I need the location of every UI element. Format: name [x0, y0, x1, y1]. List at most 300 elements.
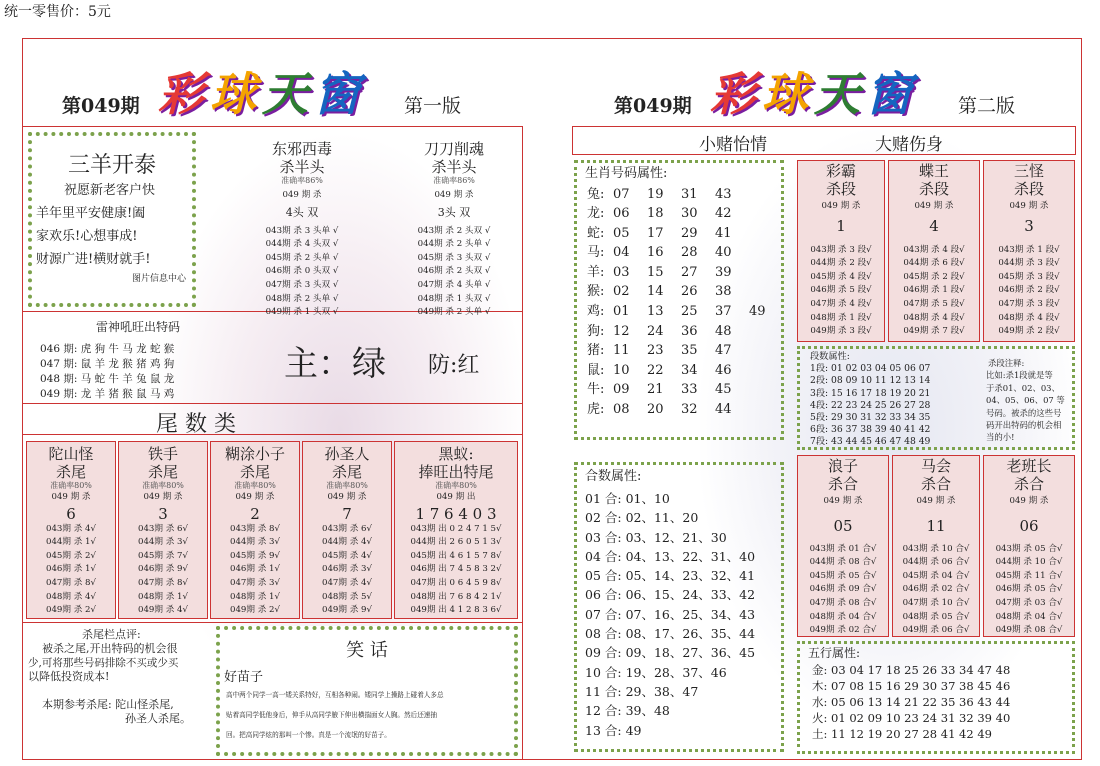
zodiac-row [587, 282, 781, 302]
tail-panel-2 [118, 445, 208, 618]
zodiac-name: 狗: [587, 323, 605, 339]
current-issue: 049 期 杀 [1009, 496, 1049, 506]
zodiac-number: 44 [715, 402, 732, 418]
thunder-title: 雷神吼旺出特码 [96, 320, 181, 334]
combo-row: 04 合: 04、13、22、31、40 [585, 548, 756, 564]
zodiac-number: 02 [613, 284, 630, 300]
zodiac-name: 龙: [587, 206, 605, 222]
record-row: 044期 杀 6 段√ [903, 258, 965, 269]
element-row: 水: 05 06 13 14 21 22 35 36 43 44 [812, 695, 1011, 709]
panel-title: 陀山怪 [48, 445, 94, 463]
record-row: 043期 杀 2 头双 √ [417, 225, 491, 236]
record-row: 048期 杀 04 合√ [995, 611, 1063, 622]
record-row: 049期 杀 2√ [230, 605, 280, 616]
combo-row: 03 合: 03、12、21、30 [585, 529, 727, 545]
zodiac-name: 鼠: [587, 362, 605, 378]
zodiac-number: 47 [715, 343, 732, 359]
combo-row: 05 合: 05、14、23、32、41 [585, 568, 756, 584]
record-row: 049期 杀 2 段√ [998, 326, 1060, 337]
panel-subtitle: 杀合 [827, 475, 858, 493]
pick: 4头 双 [285, 205, 319, 219]
segments-box [797, 346, 1075, 450]
current-issue: 049 期 出 [436, 492, 476, 502]
record-row: 044期 杀 2 段√ [810, 258, 872, 269]
zodiac-row [587, 361, 781, 381]
record-row: 046期 杀 3√ [322, 564, 372, 575]
comment-line: 少,可将那些号码排除不买或少买 [28, 657, 179, 669]
record-row: 045期 杀 3 段√ [998, 271, 1060, 282]
record-row: 044期 杀 1√ [46, 537, 96, 548]
zodiac-number: 32 [681, 402, 698, 418]
joke-subtitle: 好苗子 [224, 670, 264, 685]
right-issue-number: 第049期 [614, 95, 692, 117]
zodiac-row [587, 380, 781, 400]
pick: 1 7 6 4 0 3 [415, 504, 497, 523]
record-row: 046期 杀 2 段√ [998, 285, 1060, 296]
record-row: 047期 杀 03 合√ [995, 597, 1063, 608]
segment-row: 3段: 15 16 17 18 19 20 21 [810, 387, 931, 399]
seg-panel-1 [797, 162, 885, 339]
zodiac-name: 马: [587, 245, 605, 261]
record-row: 045期 杀 2√ [46, 550, 96, 561]
record-row: 049期 杀 2 头单 √ [417, 307, 491, 318]
joke-title: 笑 话 [346, 640, 388, 661]
banner-right: 大赌伤身 [875, 135, 943, 155]
segment-row: 1段: 01 02 03 04 05 06 07 [810, 363, 931, 375]
record-row: 043期 杀 6√ [322, 523, 372, 534]
right-banner [572, 126, 1076, 155]
accuracy: 准确率86% [433, 176, 475, 185]
record-row: 043期 杀 01 合√ [809, 543, 877, 554]
zodiac-number: 03 [613, 264, 630, 280]
zodiac-number: 10 [613, 362, 630, 378]
segment-row: 7段: 43 44 45 46 47 48 49 [810, 436, 931, 448]
zodiac-row [587, 322, 781, 342]
combo-row: 08 合: 08、17、26、35、44 [585, 626, 756, 642]
zodiac-number: 39 [715, 264, 732, 280]
combo-panel-3 [983, 457, 1075, 638]
zodiac-number: 16 [647, 245, 664, 261]
zodiac-number: 13 [647, 304, 664, 320]
tail-panel-4 [302, 445, 392, 618]
zodiac-number: 28 [681, 245, 698, 261]
accuracy: 准确率86% [281, 176, 323, 185]
record-row: 049期 杀 02 合√ [809, 625, 877, 636]
zodiac-number: 11 [613, 343, 630, 359]
panel-subtitle: 杀段 [918, 180, 949, 198]
zodiac-number: 34 [681, 362, 698, 378]
segments-note-line: 于杀01、02、03、 [986, 382, 1060, 393]
record-row: 049期 杀 4√ [138, 605, 188, 616]
zodiac-number: 05 [613, 225, 630, 241]
logo-char: 彩 [158, 67, 210, 121]
comment-line: 被杀之尾,开出特码的机会很 [42, 642, 178, 655]
record-row: 047期 杀 4√ [322, 577, 372, 588]
zodiac-number: 49 [749, 304, 766, 320]
record-row: 047期 杀 5 段√ [903, 298, 965, 309]
pick: 1 [836, 216, 846, 235]
panel-title: 黑蚁: [438, 445, 474, 463]
record-row: 043期 杀 3 头单 √ [265, 225, 339, 236]
current-issue: 049 期 杀 [914, 201, 954, 211]
right-logo [710, 58, 918, 124]
record-row: 045期 出 4 6 1 5 7 8√ [410, 550, 502, 561]
logo-char: 天 [262, 67, 314, 121]
record-row: 046期 杀 1√ [46, 564, 96, 575]
comment-title: 杀尾栏点评: [82, 628, 141, 641]
pick: 3 [158, 504, 168, 523]
record-row: 049期 杀 08 合√ [995, 625, 1063, 636]
record-row: 044期 杀 2 头单 √ [417, 239, 491, 250]
zodiac-number: 20 [647, 402, 664, 418]
logo-char: 球 [762, 67, 814, 121]
joke-line: 贴着高同学低他身后，伸手从高同学腋下伸出横揣面女人胸。然后还速抽 [226, 711, 437, 719]
zodiac-number: 40 [715, 245, 732, 261]
combo-row: 07 合: 07、16、25、34、43 [585, 606, 756, 622]
current-issue: 049 期 杀 [282, 190, 322, 200]
segment-row: 5段: 29 30 31 32 33 34 35 [810, 412, 931, 424]
record-row: 047期 杀 8√ [138, 577, 188, 588]
panel-subtitle: 杀段 [1013, 180, 1044, 198]
record-row: 044期 杀 3 段√ [998, 258, 1060, 269]
zodiac-number: 06 [613, 206, 630, 222]
record-row: 048期 杀 05 合√ [902, 611, 970, 622]
panel-title: 浪子 [827, 457, 858, 475]
record-row: 044期 杀 4 头双 √ [265, 239, 339, 250]
record-row: 048期 杀 04 合√ [809, 611, 877, 622]
retail-price: 统一零售价：5元 [4, 4, 111, 20]
combo-row: 09 合: 09、18、27、36、45 [585, 645, 756, 661]
accuracy: 准确率80% [234, 481, 276, 490]
record-row: 043期 杀 10 合√ [902, 543, 970, 554]
record-row: 048期 出 7 6 8 4 2 1√ [410, 591, 502, 602]
zodiac-number: 25 [681, 304, 698, 320]
record-row: 049期 杀 1 头双 √ [265, 307, 339, 318]
record-row: 045期 杀 9√ [230, 550, 280, 561]
zodiac-number: 01 [613, 304, 630, 320]
zodiac-number: 15 [647, 264, 664, 280]
zodiac-row [587, 302, 781, 322]
record-row: 048期 杀 5√ [322, 591, 372, 602]
thunder-row: 047 期: 鼠 羊 龙 猴 猪 鸡 狗 [40, 358, 175, 370]
segment-row: 6段: 36 37 38 39 40 41 42 [810, 424, 931, 436]
pick: 3 [1024, 216, 1034, 235]
panel-title: 刀刀削魂 [423, 140, 484, 158]
record-row: 046期 杀 0 头双 √ [265, 266, 339, 277]
record-row: 047期 杀 3 头双 √ [265, 279, 339, 290]
zodiac-row [587, 263, 781, 283]
zodiac-name: 兔: [587, 186, 605, 202]
panel-subtitle: 杀合 [920, 475, 951, 493]
pick: 7 [342, 504, 352, 523]
zodiac-number: 07 [613, 186, 630, 202]
record-row: 047期 出 0 6 4 5 9 8√ [410, 577, 502, 588]
zodiac-number: 41 [715, 225, 732, 241]
elements-title: 五行属性: [808, 646, 861, 660]
zodiac-number: 19 [647, 186, 664, 202]
panel-subtitle: 杀尾 [147, 463, 178, 481]
panel-subtitle: 杀尾 [55, 463, 86, 481]
element-row: 火: 01 02 09 10 23 24 31 32 39 40 [812, 711, 1011, 725]
left-logo [158, 58, 366, 124]
comment-reference: 本期参考杀尾: 陀山怪杀尾, [42, 698, 174, 711]
record-row: 047期 杀 8√ [46, 577, 96, 588]
zodiac-number: 26 [681, 284, 698, 300]
main-color: 主：绿 [284, 344, 386, 384]
record-row: 045期 杀 3 头双 √ [417, 252, 491, 263]
pick: 11 [926, 516, 946, 535]
zodiac-title: 生肖号码属性: [585, 166, 668, 181]
comment-line: 以降低投资成本! [28, 670, 110, 683]
accuracy: 准确率80% [326, 481, 368, 490]
accuracy: 准确率80% [142, 481, 184, 490]
zodiac-number: 22 [647, 362, 664, 378]
zodiac-number: 17 [647, 225, 664, 241]
pick: 6 [66, 504, 76, 523]
combo-panel-2 [892, 457, 980, 638]
pick: 4 [929, 216, 939, 235]
record-row: 043期 杀 05 合√ [995, 543, 1063, 554]
zodiac-number: 43 [715, 186, 732, 202]
combo-row: 01 合: 01、10 [585, 491, 670, 506]
current-issue: 049 期 杀 [823, 496, 863, 506]
record-row: 045期 杀 4√ [322, 550, 372, 561]
current-issue: 049 期 杀 [327, 492, 367, 502]
segments-note-line: 比如:杀1段就是等 [986, 370, 1053, 381]
combo-row: 13 合: 49 [585, 722, 642, 738]
zodiac-number: 37 [715, 304, 732, 320]
zodiac-number: 04 [613, 245, 630, 261]
record-row: 046期 杀 1√ [230, 564, 280, 575]
record-row: 043期 杀 4√ [46, 523, 96, 534]
logo-char: 天 [814, 67, 866, 121]
segments-note-line: 号码。被杀的这些号 [986, 407, 1062, 418]
record-row: 048期 杀 1√ [138, 591, 188, 602]
zodiac-number: 36 [681, 323, 698, 339]
record-row: 046期 杀 2 头双 √ [417, 266, 491, 277]
tail-panel-1 [26, 445, 116, 618]
zodiac-row [587, 204, 781, 224]
pick: 06 [1019, 516, 1039, 535]
zodiac-number: 27 [681, 264, 698, 280]
panel-title: 彩霸 [825, 162, 856, 180]
combo-box [574, 462, 784, 752]
zodiac-name: 牛: [587, 382, 605, 398]
panel-subtitle: 杀段 [825, 180, 856, 198]
record-row: 044期 杀 08 合√ [809, 557, 877, 568]
comment-box [28, 628, 210, 756]
segments-note-title: 杀段注释: [988, 358, 1025, 368]
thunder-row: 048 期: 马 蛇 牛 羊 兔 鼠 龙 [40, 373, 175, 385]
element-row: 金: 03 04 17 18 25 26 33 34 47 48 [812, 663, 1011, 677]
current-issue: 049 期 杀 [434, 190, 474, 200]
current-issue: 049 期 杀 [235, 492, 275, 502]
comment-reference-2: 孙圣人杀尾。 [125, 712, 191, 725]
record-row: 044期 杀 3√ [138, 537, 188, 548]
tail-panel-3 [210, 445, 300, 618]
record-row: 045期 杀 11 合√ [995, 570, 1063, 581]
record-row: 046期 杀 9√ [138, 564, 188, 575]
record-row: 045期 杀 04 合√ [902, 570, 970, 581]
zodiac-name: 蛇: [587, 225, 605, 241]
panel-title: 孙圣人 [324, 445, 370, 463]
panel-title: 老班长 [1006, 457, 1052, 475]
panel-title: 蝶王 [918, 162, 949, 180]
record-row: 047期 杀 4 头单 √ [417, 279, 491, 290]
record-row: 047期 杀 08 合√ [809, 597, 877, 608]
pick: 3头 双 [437, 205, 471, 219]
zodiac-number: 12 [613, 323, 630, 339]
panel-subtitle: 捧旺出特尾 [418, 463, 494, 481]
logo-char: 窗 [314, 67, 366, 121]
record-row: 049期 杀 2√ [46, 605, 96, 616]
zodiac-name: 猴: [587, 284, 605, 300]
element-row: 土: 11 12 19 20 27 28 41 42 49 [812, 727, 992, 741]
record-row: 045期 杀 4 段√ [810, 271, 872, 282]
joke-line: 回。把高同学炫的那叫一个惨。真是一个流氓的好苗子。 [226, 731, 391, 739]
seg-panel-3 [983, 162, 1075, 339]
greeting-source: 图片信息中心 [131, 274, 186, 284]
element-row: 木: 07 08 15 16 29 30 37 38 45 46 [812, 679, 1011, 693]
right-edition: 第二版 [958, 95, 1016, 117]
zodiac-number: 29 [681, 225, 698, 241]
zodiac-number: 38 [715, 284, 732, 300]
panel-subtitle: 杀半头 [431, 158, 477, 176]
current-issue: 049 期 杀 [916, 496, 956, 506]
zodiac-number: 21 [647, 382, 664, 398]
record-row: 043期 杀 6√ [138, 523, 188, 534]
thunder-row: 049 期: 龙 羊 猪 猴 鼠 马 鸡 [40, 388, 175, 400]
combo-row: 12 合: 39、48 [585, 703, 670, 719]
combo-row: 10 合: 19、28、37、46 [585, 664, 727, 680]
panel-title: 糊涂小子 [224, 445, 285, 463]
panel-title: 三怪 [1013, 162, 1044, 180]
record-row: 043期 杀 1 段√ [998, 244, 1060, 255]
record-row: 047期 杀 10 合√ [902, 597, 970, 608]
record-row: 048期 杀 1 段√ [810, 312, 872, 323]
record-row: 047期 杀 4 段√ [810, 298, 872, 309]
record-row: 046期 杀 05 合√ [995, 584, 1063, 595]
segments-note-line: 当的小! [986, 432, 1015, 443]
record-row: 048期 杀 4 段√ [998, 312, 1060, 323]
record-row: 044期 杀 06 合√ [902, 557, 970, 568]
zodiac-row [587, 341, 781, 361]
pick: 2 [250, 504, 260, 523]
segments-note-line: 04、05、06、07 等 [986, 395, 1065, 406]
zodiac-box [574, 160, 784, 440]
record-row: 046期 杀 5 段√ [810, 285, 872, 296]
record-row: 048期 杀 2 头单 √ [265, 293, 339, 304]
record-row: 048期 杀 4√ [46, 591, 96, 602]
zodiac-number: 30 [681, 206, 698, 222]
panel-subtitle: 杀尾 [331, 463, 362, 481]
greeting-line: 财源广进!横财就手! [36, 252, 151, 267]
record-row: 048期 杀 4 段√ [903, 312, 965, 323]
segments-note-line: 码开出特码的机会相 [986, 420, 1062, 431]
record-row: 046期 杀 09 合√ [809, 584, 877, 595]
current-issue: 049 期 杀 [821, 201, 861, 211]
zodiac-number: 18 [647, 206, 664, 222]
segment-row: 2段: 08 09 10 11 12 13 14 [810, 375, 931, 387]
zodiac-number: 48 [715, 323, 732, 339]
thunder-row: 046 期: 虎 狗 牛 马 龙 蛇 猴 [40, 343, 175, 355]
greeting-line: 祝愿新老客户快 [64, 183, 156, 198]
record-row: 043期 杀 4 段√ [903, 244, 965, 255]
guard-color: 防:红 [428, 353, 480, 378]
zodiac-name: 猪: [587, 343, 605, 359]
zodiac-number: 45 [715, 382, 732, 398]
thunder-table [40, 342, 174, 402]
record-row: 044期 杀 3√ [230, 537, 280, 548]
zodiac-number: 46 [715, 362, 732, 378]
combo-panel-1 [797, 457, 889, 638]
panel-subtitle: 杀合 [1013, 475, 1044, 493]
zodiac-number: 14 [647, 284, 664, 300]
pick: 05 [833, 516, 853, 535]
zodiac-number: 24 [647, 323, 664, 339]
zodiac-number: 35 [681, 343, 698, 359]
zodiac-row [587, 224, 781, 244]
current-issue: 049 期 杀 [51, 492, 91, 502]
zodiac-number: 09 [613, 382, 630, 398]
record-row: 049期 出 4 1 2 8 3 6√ [410, 605, 502, 616]
greeting-title: 三羊开泰 [67, 153, 156, 178]
record-row: 045期 杀 7√ [138, 550, 188, 561]
zodiac-row [587, 185, 781, 205]
record-row: 044期 出 2 6 0 5 1 3√ [410, 537, 502, 548]
record-row: 049期 杀 06 合√ [902, 625, 970, 636]
panel-subtitle: 杀半头 [279, 158, 325, 176]
record-row: 045期 杀 2 段√ [903, 271, 965, 282]
panel-title: 马会 [920, 457, 951, 475]
greeting-box [28, 132, 196, 307]
joke-box [216, 626, 518, 756]
record-row: 043期 杀 3 段√ [810, 244, 872, 255]
zodiac-number: 23 [647, 343, 664, 359]
combo-title: 合数属性: [585, 469, 642, 484]
banner-left: 小赌怡情 [699, 135, 767, 155]
current-issue: 049 期 杀 [1009, 201, 1049, 211]
record-row: 048期 杀 1√ [230, 591, 280, 602]
segment-row: 4段: 22 23 24 25 26 27 28 [810, 399, 931, 411]
zodiac-row [587, 243, 781, 263]
tail-section-header: 尾 数 类 [156, 412, 236, 437]
left-issue-number: 第049期 [62, 95, 140, 117]
record-row: 046期 杀 02 合√ [902, 584, 970, 595]
zodiac-number: 33 [681, 382, 698, 398]
combo-row: 11 合: 29、38、47 [585, 683, 699, 699]
zodiac-number: 08 [613, 402, 630, 418]
logo-char: 窗 [866, 67, 918, 121]
joke-line: 高中两个同学一高一矮关系特好，互相各种闹。矮同学上操路上碰着人多总 [226, 691, 444, 699]
logo-char: 彩 [710, 67, 762, 121]
panel-title: 铁手 [147, 445, 178, 463]
tail-panel-5 [394, 445, 518, 618]
zodiac-row [587, 400, 781, 420]
zodiac-number: 31 [681, 186, 698, 202]
record-row: 047期 杀 3√ [230, 577, 280, 588]
logo-char: 球 [210, 67, 262, 121]
greeting-line: 家欢乐!心想事成! [36, 229, 138, 244]
record-row: 049期 杀 9√ [322, 605, 372, 616]
record-row: 045期 杀 2 头单 √ [265, 252, 339, 263]
zodiac-name: 羊: [587, 264, 605, 280]
record-row: 044期 杀 10 合√ [995, 557, 1063, 568]
record-row: 044期 杀 4√ [322, 537, 372, 548]
segments-title: 段数属性: [810, 351, 850, 362]
panel-daodao [384, 140, 524, 320]
panel-dongxie [232, 140, 372, 320]
